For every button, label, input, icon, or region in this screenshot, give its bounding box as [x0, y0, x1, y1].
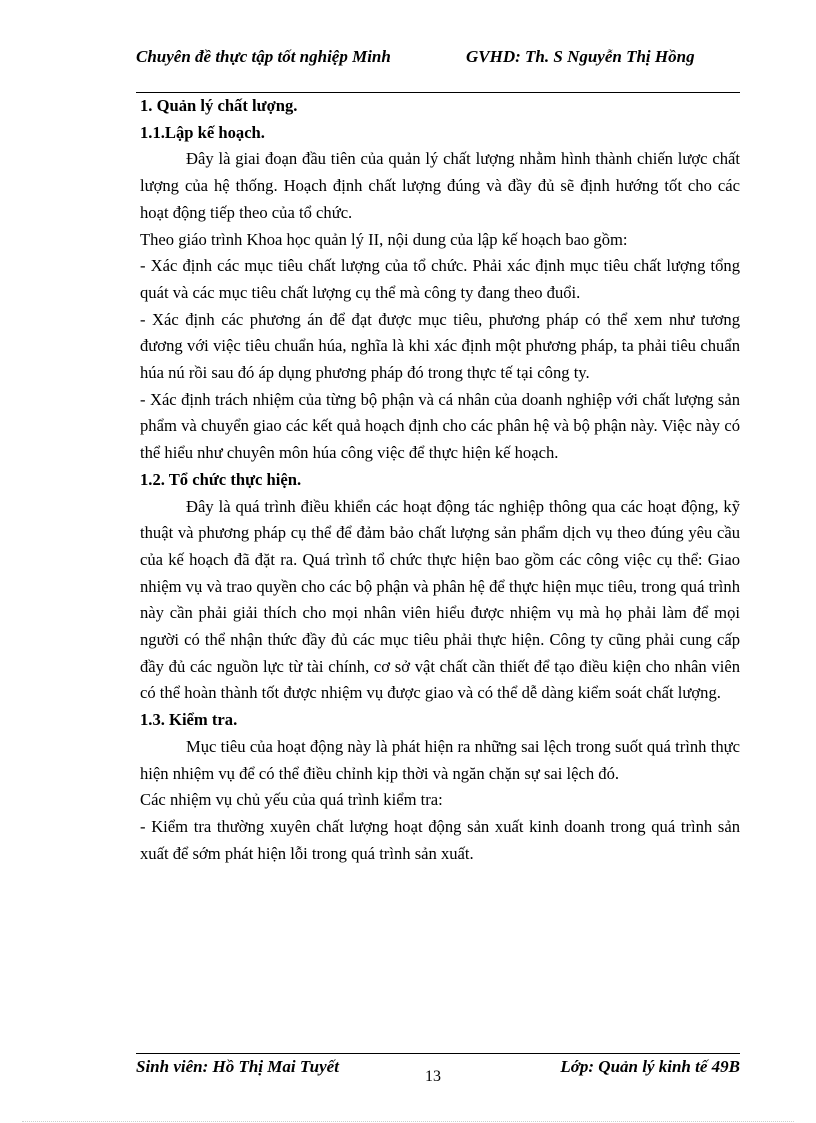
page-edge-divider: [22, 1121, 794, 1122]
list-item: - Xác định các phương án để đạt được mục tiêu, phương pháp có thể xem như tương đương với việc tiêu chuẩn húa, nghĩa là khi xác định một phương pháp, ta phải tiêu chuẩn húa nú rồi sau đó áp dụng phương pháp đó trong thực tế tại công ty.: [140, 309, 740, 383]
paragraph: Theo giáo trình Khoa học quản lý II, nội dung của lập kế hoạch bao gồm:: [140, 229, 628, 249]
paragraph: Đây là quá trình điều khiển các hoạt động tác nghiệp thông qua các hoạt động, kỹ thuật và phương pháp cụ thể để đảm bảo chất lượng sản phẩm dịch vụ theo đúng yêu cầu của kế hoạch đã đặt ra. Quá trình tổ chức thực hiện bao gồm các công việc cụ thể: Giao nhiệm vụ và trao quyền cho các bộ phận và phân hệ để thực hiện mục tiêu, trong quá trình này cần phải giải thích cho mọi nhân viên hiểu được nhiệm vụ mà họ phải làm để mọi người có thể nhận thức đầy đủ các mục tiêu phải thực hiện. Công ty cũng phải cung cấp đầy đủ các nguồn lực từ tài chính, cơ sở vật chất cần thiết để tạo điều kiện cho nhân viên có thể hoàn thành tốt được nhiệm vụ được giao và có thể dễ dàng kiểm soát chất lượng.: [140, 496, 740, 703]
header-supervisor: GVHD: Th. S Nguyễn Thị Hồng: [466, 47, 695, 66]
page-header: [136, 44, 740, 93]
paragraph: Mục tiêu của hoạt động này là phát hiện ra những sai lệch trong suốt quá trình thực hiện nhiệm vụ để có thể điều chỉnh kịp thời và ngăn chặn sự sai lệch đó.: [140, 736, 740, 783]
section-heading-1-2: 1.2. Tổ chức thực hiện.: [140, 469, 302, 489]
footer-student-name: Sinh viên: Hồ Thị Mai Tuyết: [136, 1057, 339, 1076]
list-item: - Xác định các mục tiêu chất lượng của tổ chức. Phải xác định mục tiêu chất lượng tổng quát và các mục tiêu chất lượng cụ thể mà công ty đang theo đuổi.: [140, 256, 740, 302]
list-item: - Xác định trách nhiệm của từng bộ phận và cá nhân của doanh nghiệp với chất lượng sản phẩm và chuyển giao các kết quả hoạch định cho các phân hệ và bộ phận này. Việc này có thể hiểu như chuyên môn húa công việc để thực hiện kế hoạch.: [140, 389, 740, 463]
section-heading-1: 1. Quản lý chất lượng.: [140, 96, 298, 115]
header-thesis-title: Chuyên đề thực tập tốt nghiệp Minh: [136, 47, 391, 66]
footer-class-name: Lớp: Quản lý kinh tế 49B: [560, 1057, 740, 1076]
paragraph: Đây là giai đoạn đầu tiên của quản lý chất lượng nhằm hình thành chiến lược chất lượng của hệ thống. Hoạch định chất lượng đúng và đầy đủ sẽ định hướng tốt cho các hoạt động tiếp theo của tổ chức.: [140, 149, 740, 222]
page-body: [140, 93, 740, 867]
list-item: - Kiểm tra thường xuyên chất lượng hoạt động sản xuất kinh doanh trong quá trình sản xuất để sớm phát hiện lỗi trong quá trình sản xuất.: [140, 816, 740, 863]
paragraph: Các nhiệm vụ chủ yếu của quá trình kiểm tra:: [140, 790, 443, 810]
section-heading-1-3: 1.3. Kiểm tra.: [140, 710, 238, 730]
footer-divider: [136, 1053, 740, 1054]
section-heading-1-1: 1.1.Lập kế hoạch.: [140, 122, 265, 142]
page-number: 13: [425, 1068, 441, 1085]
